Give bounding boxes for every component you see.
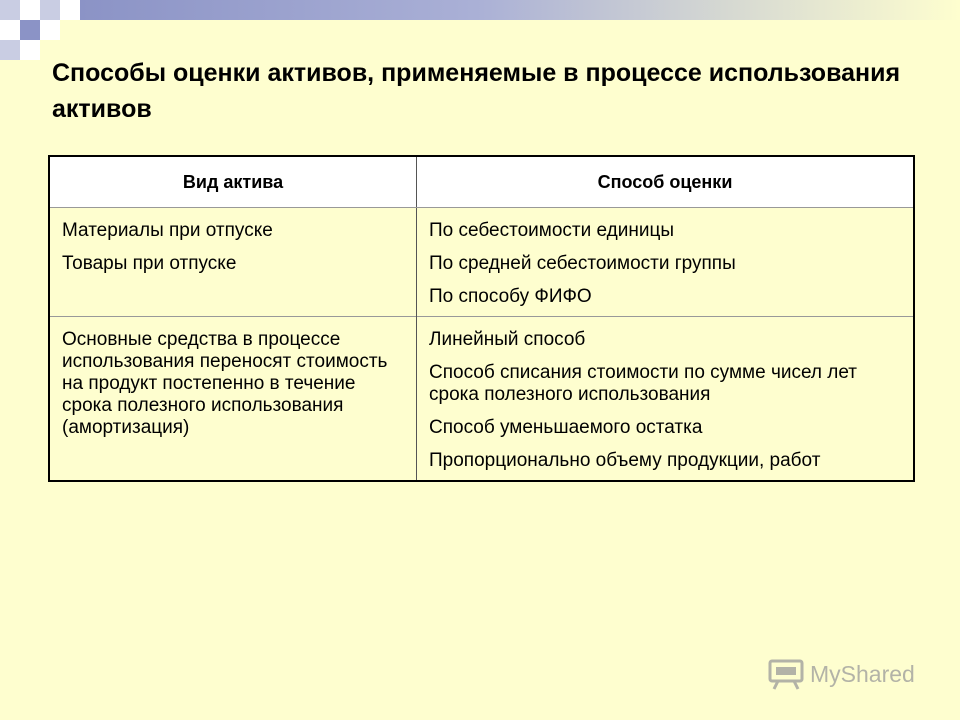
top-gradient-bar [80, 0, 960, 20]
column-header-asset-type: Вид актива [49, 156, 417, 208]
asset-valuation-table [48, 155, 915, 482]
table-row [49, 317, 914, 482]
list-item: По средней себестоимости группы [429, 253, 736, 274]
corner-decoration-square [60, 0, 80, 20]
table-row [49, 208, 914, 317]
corner-decoration-square [0, 20, 20, 40]
list-item: Товары при отпуске [62, 253, 237, 274]
watermark-text: MyShared [810, 660, 915, 687]
list-item: Линейный способ [429, 329, 586, 350]
column-header-valuation-method: Способ оценки [417, 156, 915, 208]
corner-decoration-square [0, 40, 20, 60]
corner-decoration-square [20, 40, 40, 60]
list-item: Способ списания стоимости по сумме чисел лет срока полезного использования [429, 362, 857, 405]
corner-decoration-square [40, 0, 60, 20]
list-item: Материалы при отпуске [62, 220, 273, 241]
valuation-method-cell [417, 317, 915, 482]
list-item: Пропорционально объему продукции, работ [429, 450, 821, 471]
corner-decoration-square [0, 0, 20, 20]
asset-type-cell [49, 208, 417, 317]
asset-type-cell [49, 317, 417, 482]
myshared-watermark [768, 656, 915, 692]
list-item: По себестоимости единицы [429, 220, 674, 241]
slide-title: Способы оценки активов, применяемые в процессе использования активов [52, 59, 901, 123]
presentation-board-icon [768, 657, 804, 691]
list-item: Основные средства в процессе использования переносят стоимость на продукт постепенно в течение срока полезного использования (амортизация) [62, 329, 388, 438]
list-item: По способу ФИФО [429, 286, 592, 307]
valuation-method-cell [417, 208, 915, 317]
corner-decoration-square [20, 20, 40, 40]
corner-decoration-square [20, 0, 40, 20]
corner-decoration-square [40, 20, 60, 40]
list-item: Способ уменьшаемого остатка [429, 417, 703, 438]
table-header-row [49, 156, 914, 208]
